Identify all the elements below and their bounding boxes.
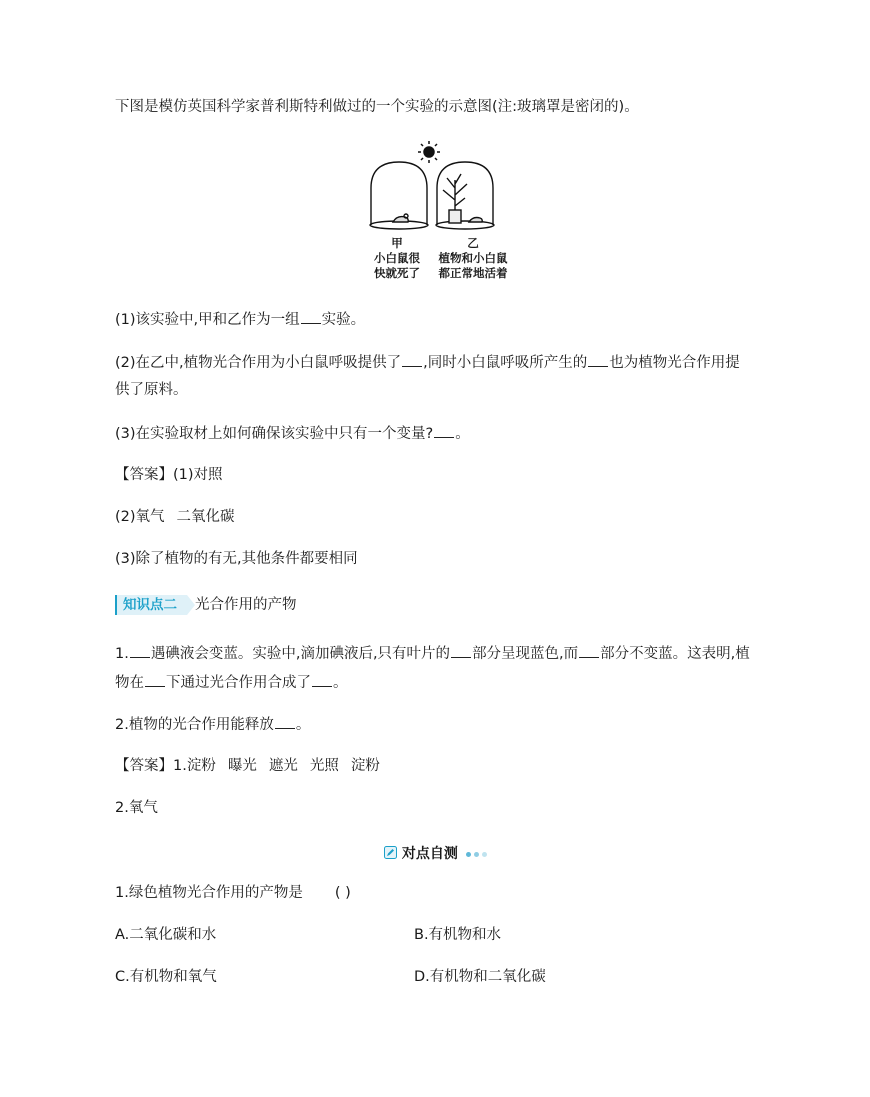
answer-2-line-2: 2.氧气 xyxy=(115,800,158,816)
answer-1-line-3: (3)除了植物的有无,其他条件都要相同 xyxy=(115,551,358,567)
k2: 2.植物的光合作用能释放 。 xyxy=(115,714,310,735)
pencil-icon xyxy=(384,846,397,859)
sun-icon xyxy=(418,141,440,163)
answer-blank[interactable] xyxy=(301,309,321,324)
answer-1-line-2: (2)氧气 二氧化碳 xyxy=(115,509,235,525)
question-1: (1)该实验中,甲和乙作为一组 实验。 xyxy=(115,309,365,330)
decor-dot xyxy=(474,852,479,857)
option-d[interactable]: D.有机物和二氧化碳 xyxy=(414,969,546,985)
answer-2-line-1: 【答案】1.淀粉 曝光 遮光 光照 淀粉 xyxy=(115,758,380,774)
knowledge-heading xyxy=(115,595,297,615)
answer-blank[interactable] xyxy=(451,643,471,658)
question-2-line-2: 供了原料。 xyxy=(115,382,188,398)
jar-a xyxy=(370,162,428,229)
answer-1-line-1: 【答案】(1)对照 xyxy=(115,467,223,483)
knowledge-tag: 知识点二 xyxy=(115,595,187,615)
answer-blank[interactable] xyxy=(579,643,599,658)
option-b[interactable]: B.有机物和水 xyxy=(414,927,502,943)
answer-blank[interactable] xyxy=(588,352,608,367)
experiment-figure xyxy=(365,140,515,285)
answer-blank[interactable] xyxy=(130,643,150,658)
jar-b-caption-1: 植物和小白鼠 xyxy=(438,251,508,265)
jar-a-caption-2: 快就死了 xyxy=(374,266,420,280)
jar-a-caption-1: 小白鼠很 xyxy=(374,251,420,265)
option-a[interactable]: A.二氧化碳和水 xyxy=(115,927,217,943)
answer-label: 【答案】 xyxy=(115,758,173,774)
decor-dot xyxy=(466,852,471,857)
answer-blank[interactable] xyxy=(402,352,422,367)
question-3: (3)在实验取材上如何确保该实验中只有一个变量? 。 xyxy=(115,423,470,444)
answer-blank[interactable] xyxy=(434,423,454,438)
jar-b-caption-2: 都正常地活着 xyxy=(438,266,508,280)
jar-a-label: 甲 xyxy=(391,236,403,250)
mcq-stem: 1.绿色植物光合作用的产物是 ( ) xyxy=(115,885,351,901)
bell-jar-illustration xyxy=(365,140,515,240)
answer-blank[interactable] xyxy=(145,672,165,687)
answer-bracket[interactable]: ( ) xyxy=(334,885,351,901)
jar-b xyxy=(436,162,494,229)
jar-b-label: 乙 xyxy=(467,236,479,250)
answer-label: 【答案】 xyxy=(115,467,173,483)
question-2-line-1: (2)在乙中,植物光合作用为小白鼠呼吸提供了 ,同时小白鼠呼吸所产生的 也为植物光合作用提 xyxy=(115,352,740,373)
k1-line-1: 1. 遇碘液会变蓝。实验中,滴加碘液后,只有叶片的 部分呈现蓝色,而 部分不变蓝。这表明,植 xyxy=(115,643,750,664)
knowledge-title: 光合作用的产物 xyxy=(195,597,297,613)
option-c[interactable]: C.有机物和氧气 xyxy=(115,969,217,985)
answer-blank[interactable] xyxy=(312,672,332,687)
k1-line-2: 物在 下通过光合作用合成了 。 xyxy=(115,672,348,693)
answer-blank[interactable] xyxy=(275,714,295,729)
decor-dot xyxy=(482,852,487,857)
self-test-title: 对点自测 xyxy=(401,846,458,862)
intro-text: 下图是模仿英国科学家普利斯特利做过的一个实验的示意图(注:玻璃罩是密闭的)。 xyxy=(115,99,639,115)
self-test-heading xyxy=(384,843,487,863)
